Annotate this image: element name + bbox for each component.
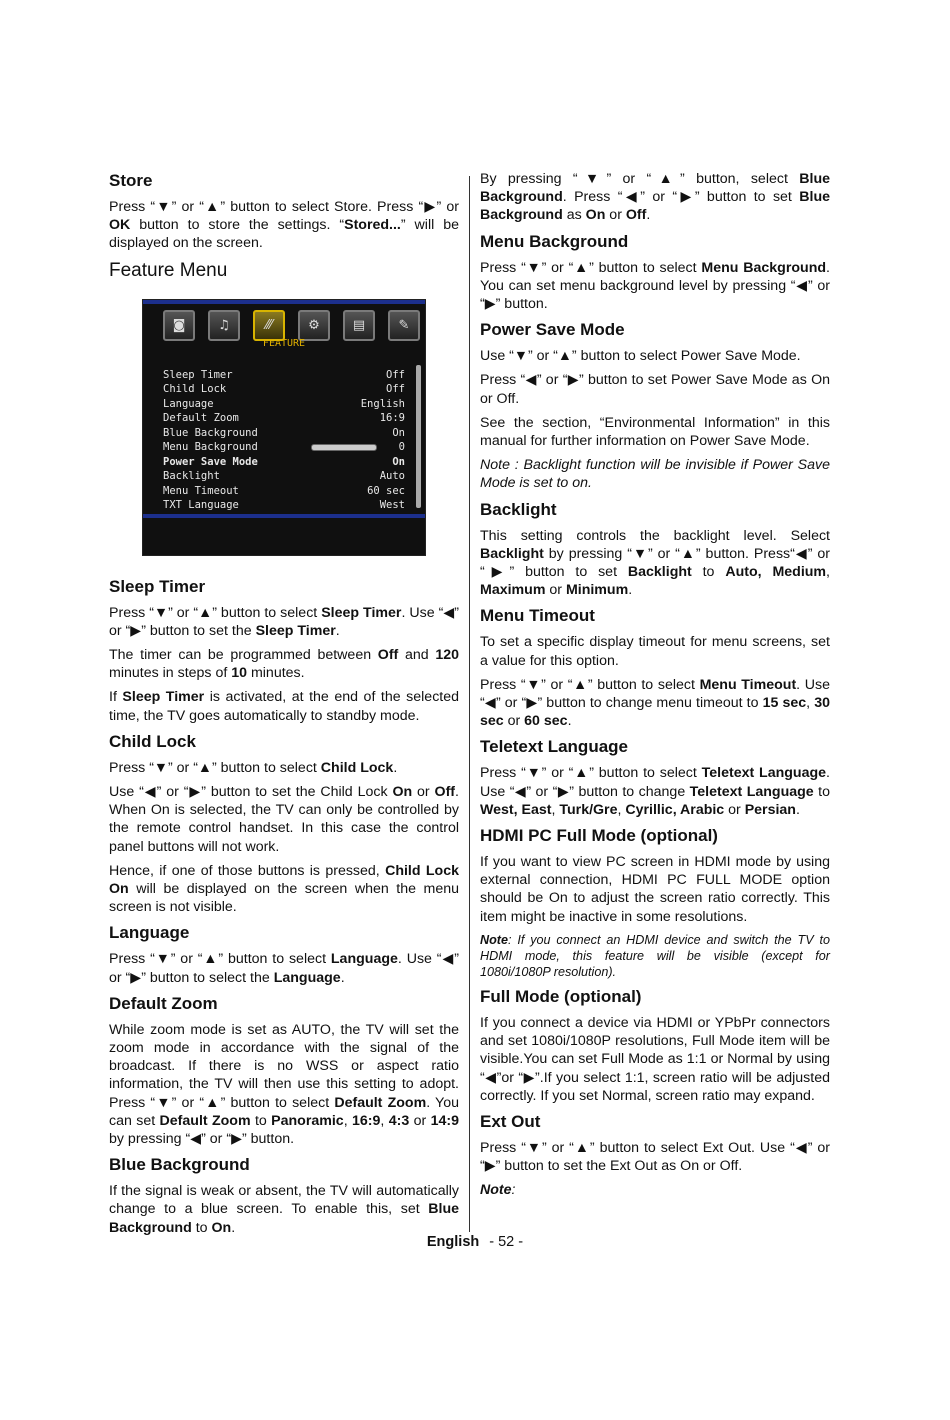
paragraph: See the section, “Environmental Information” in this manual for further information on Power Save Mode. xyxy=(480,414,830,450)
paragraph: Press “▼” or “▲” button to select Ext Out. Use “◀” or “▶” button to set the Ext Out as On or Off. xyxy=(480,1139,830,1175)
section-title: Backlight xyxy=(480,499,557,519)
section-title: Full Mode (optional) xyxy=(480,986,642,1006)
section-blue-background xyxy=(109,1154,459,1237)
osd-item-label: Power Save Mode xyxy=(163,455,258,468)
osd-item-value: Auto xyxy=(379,470,405,483)
osd-menu-item xyxy=(163,368,405,383)
paragraph: The timer can be programmed between Off and 120 minutes in steps of 10 minutes. xyxy=(109,647,459,682)
osd-item-value: 16:9 xyxy=(379,412,405,425)
source-icon: ▤ xyxy=(343,310,375,341)
paragraph: This setting controls the backlight level. Select Backlight by pressing “▼” or “▲” button. Press“◀” or “▶” button to set Backlight to Auto, Medium, Maximum or Minimum. xyxy=(480,527,830,599)
page-number: - 52 - xyxy=(489,1234,524,1250)
osd-title: FEATURE xyxy=(262,337,306,349)
osd-item-value: On xyxy=(392,426,405,439)
osd-item-value: Off xyxy=(386,383,405,396)
note: Note : Backlight function will be invisible if Power Save Mode is set to on. xyxy=(480,457,830,492)
section-menu-timeout xyxy=(480,605,830,730)
section-blue-background-continued xyxy=(480,170,830,225)
section-title: Store xyxy=(109,171,153,190)
paragraph: If the signal is weak or absent, the TV will automatically change to a blue screen. To enable this, set Blue Background to On. xyxy=(109,1183,459,1236)
feature-icon: ⁄⁄⁄ xyxy=(253,310,285,341)
osd-item-value: English xyxy=(360,397,405,410)
paragraph: Hence, if one of those buttons is pressed, Child Lock On will be displayed on the screen when the menu screen is not visible. xyxy=(109,862,459,916)
note: Note: xyxy=(480,1182,516,1199)
paragraph: Use “◀” or “▶” button to set the Child Lock On or Off. When On is selected, the TV can only be controlled by the remote control handset. In this case the control panel buttons will not work. xyxy=(109,784,459,855)
setup-icon: ✎ xyxy=(388,310,420,341)
osd-menu-item xyxy=(163,469,405,484)
section-store xyxy=(109,170,459,253)
osd-item-value: 60 sec xyxy=(367,484,405,497)
osd-level-slider xyxy=(311,444,377,451)
section-title: Sleep Timer xyxy=(109,576,206,596)
paragraph: If you want to view PC screen in HDMI mode by using external connection, HDMI PC FULL MODE option should be On to adjust the screen ratio correctly. This item might be inactive in some resolutions. xyxy=(480,854,830,925)
paragraph: If Sleep Timer is activated, at the end of the selected time, the TV goes automatically to standby mode. xyxy=(109,689,460,724)
section-title: Language xyxy=(109,923,190,943)
section-title: Menu Timeout xyxy=(480,606,595,626)
osd-item-label: Blue Background xyxy=(163,426,258,439)
section-title: Menu Background xyxy=(480,231,629,251)
section-language xyxy=(109,922,459,986)
footer-language: English xyxy=(426,1234,480,1250)
paragraph: Press “▼” or “▲” button to select Child Lock. xyxy=(109,759,398,776)
section-default-zoom xyxy=(109,993,459,1148)
paragraph: Press “▼” or “▲” button to select Menu Background. You can set menu background level by pressing “◀” or “▶” button. xyxy=(480,259,830,313)
feature-menu-screenshot xyxy=(142,299,426,556)
osd-item-value: Off xyxy=(386,368,405,381)
section-title: HDMI PC Full Mode (optional) xyxy=(480,826,718,846)
paragraph: Press “▼” or “▲” button to select Teletext Language. Use “◀” or “▶” button to change Teletext Language to West, East, Turk/Gre, Cyrillic, Arabic or Persian. xyxy=(480,765,830,818)
page-footer xyxy=(0,1234,950,1250)
left-column xyxy=(109,170,459,1243)
osd-menu-item xyxy=(163,455,405,470)
section-title: Blue Background xyxy=(109,1155,250,1175)
osd-item-label: Menu Background xyxy=(163,441,258,454)
section-teletext-language xyxy=(480,736,830,819)
osd-menu-item xyxy=(163,498,405,513)
paragraph: Press “▼” or “▲” button to select Language. Use “◀” or “▶” button to select the Language. xyxy=(109,951,459,986)
paragraph: Press “▼” or “▲” button to select Store. Press “▶” or OK button to store the settings. “Stored...” will be displayed on the screen. xyxy=(109,199,459,252)
osd-menu-list xyxy=(163,368,405,513)
osd-menu-item xyxy=(163,426,405,441)
section-hdmi-pc-full-mode xyxy=(480,825,830,980)
section-power-save-mode xyxy=(480,319,830,492)
osd-item-value: West xyxy=(379,499,405,512)
column-divider xyxy=(469,176,470,1232)
paragraph: To set a specific display timeout for menu screens, set a value for this option. xyxy=(480,634,830,669)
section-title: Default Zoom xyxy=(109,993,218,1013)
osd-item-label: TXT Language xyxy=(163,499,239,512)
osd-item-label: Menu Timeout xyxy=(163,484,239,497)
paragraph: By pressing “▼” or “▲” button, select Blue Background. Press “◀” or “▶” button to set Blue Background as On or Off. xyxy=(480,171,830,224)
osd-bottom-bar xyxy=(143,514,425,518)
osd-item-value: On xyxy=(392,455,405,468)
paragraph: If you connect a device via HDMI or YPbPr connectors and set 1080i/1080P resolutions, Full Mode item will be visible.You can set Full Mode as 1:1 or Normal by using “◀”or “▶”.If you select 1:1, screen ratio will be adjusted correctly. If you set Normal, screen ratio may expand. xyxy=(480,1014,830,1104)
note: Note: If you connect an HDMI device and switch the TV to HDMI mode, this feature will be visible (except for 1080i/1080P resolution). xyxy=(480,932,830,979)
section-backlight xyxy=(480,499,830,600)
osd-scrollbar xyxy=(416,365,421,508)
osd-top-bar xyxy=(143,300,425,304)
osd-menu-item xyxy=(163,484,405,499)
osd-item-value: 0 xyxy=(398,441,405,454)
osd-item-label: Backlight xyxy=(163,470,220,483)
osd-item-label: Default Zoom xyxy=(163,412,239,425)
paragraph: While zoom mode is set as AUTO, the TV will set the zoom mode in accordance with the signal of the broadcast. If there is no WSS or aspect ratio information, the TV will then use this setting to adopt. Press “▼” or “▲” button to select Default Zoom. You can set Default Zoom to Panoramic, 16:9, 4:3 or 14:9 by pressing “◀” or “▶” button. xyxy=(109,1021,460,1148)
osd-menu-item xyxy=(163,411,405,426)
paragraph: Press “▼” or “▲” button to select Sleep Timer. Use “◀” or “▶” button to set the Sleep Timer. xyxy=(109,604,460,639)
section-title: Ext Out xyxy=(480,1111,541,1131)
right-column xyxy=(480,170,830,1206)
section-title: Power Save Mode xyxy=(480,320,625,340)
osd-menu-item xyxy=(163,382,405,397)
section-sleep-timer xyxy=(109,576,459,725)
sound-icon: ♫ xyxy=(208,310,240,341)
osd-icon-row xyxy=(163,310,420,341)
osd-item-label: Language xyxy=(163,397,214,410)
osd-item-label: Sleep Timer xyxy=(163,368,233,381)
osd-menu-item xyxy=(163,440,405,455)
page-heading: Feature Menu xyxy=(109,259,228,281)
section-title: Child Lock xyxy=(109,731,196,751)
paragraph: Press “◀” or “▶” button to set Power Save Mode as On or Off. xyxy=(480,372,830,407)
section-menu-background xyxy=(480,231,830,314)
install-icon: ⚙ xyxy=(298,310,330,341)
osd-menu-item xyxy=(163,397,405,412)
section-title: Teletext Language xyxy=(480,737,628,757)
picture-icon: ◙ xyxy=(163,310,195,341)
paragraph: Press “▼” or “▲” button to select Menu Timeout. Use “◀” or “▶” button to change menu timeout to 15 sec, 30 sec or 60 sec. xyxy=(480,676,830,730)
section-ext-out xyxy=(480,1111,830,1200)
osd-item-label: Child Lock xyxy=(163,383,227,396)
section-full-mode xyxy=(480,986,830,1105)
paragraph: Use “▼” or “▲” button to select Power Save Mode. xyxy=(480,348,801,365)
section-child-lock xyxy=(109,731,459,917)
